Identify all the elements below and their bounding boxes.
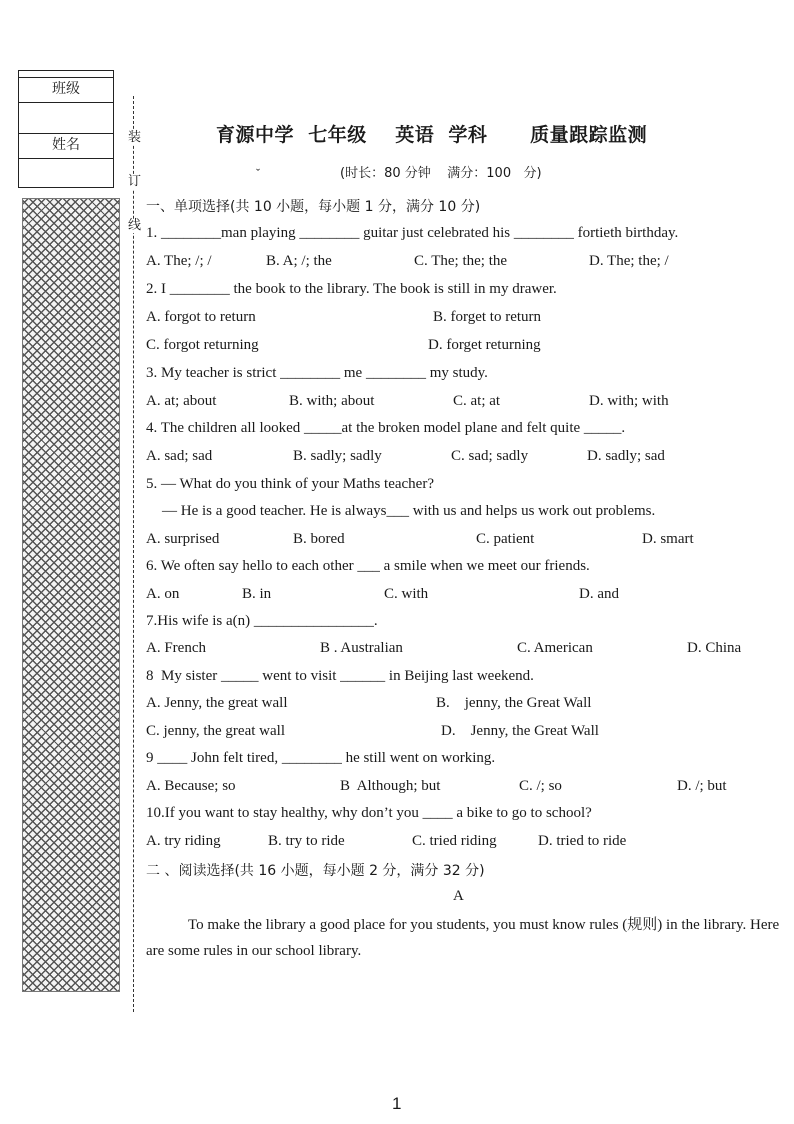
q10-option-b: B. try to ride	[268, 833, 345, 849]
q3-option-b: B. with; about	[289, 393, 375, 409]
q3-option-a: A. at; about	[146, 393, 217, 409]
q7-option-b: B . Australian	[320, 640, 403, 656]
q10-option-a: A. try riding	[146, 833, 221, 849]
q9-option-b: B Although; but	[340, 778, 441, 794]
q1-option-b: B. A; /; the	[266, 253, 332, 269]
q7-option-a: A. French	[146, 640, 206, 656]
q4-option-b: B. sadly; sadly	[293, 448, 382, 464]
q4-option-c: C. sad; sadly	[451, 448, 529, 464]
question-2-stem: 2. I ________ the book to the library. The book is still in my drawer.	[146, 281, 557, 297]
q7-option-d: D. China	[687, 640, 742, 656]
q9-option-a: A. Because; so	[146, 778, 236, 794]
question-5-stem: 5. — What do you think of your Maths teacher?	[146, 476, 434, 492]
q5-option-c: C. patient	[476, 531, 535, 547]
q4-option-a: A. sad; sad	[146, 448, 213, 464]
q2-option-d: D. forget returning	[428, 337, 541, 353]
passage-paragraph: To make the library a good place for you students, you must know rules (规则) in the library. Here are some rules in our school library.	[146, 917, 780, 959]
q5-option-b: B. bored	[293, 531, 345, 547]
q5-option-a: A. surprised	[146, 531, 220, 547]
q8-option-a: A. Jenny, the great wall	[146, 695, 288, 711]
q6-option-b: B. in	[242, 586, 272, 602]
q9-option-c: C. /; so	[519, 778, 562, 794]
q5-option-d: D. smart	[642, 531, 694, 547]
exam-subtitle: (时长：80 分钟 满分：100 分)	[340, 166, 542, 181]
q8-option-c: C. jenny, the great wall	[146, 723, 285, 739]
class-label: 班级	[19, 77, 113, 103]
q3-option-d: D. with; with	[589, 393, 669, 409]
section-2-heading: 二 、阅读选择(共 16 小题，每小题 2 分，满分 32 分)	[146, 863, 485, 879]
q3-option-c: C. at; at	[453, 393, 501, 409]
section-1-heading: 一、单项选择(共 10 小题，每小题 1 分，满分 10 分)	[146, 199, 481, 215]
question-8-stem: 8 My sister _____ went to visit ______ in Beijing last weekend.	[146, 668, 534, 684]
question-9-stem: 9 ____ John felt tired, ________ he still went on working.	[146, 750, 496, 766]
q1-option-a: A. The; /; /	[146, 253, 212, 269]
q8-option-b: B. jenny, the Great Wall	[436, 695, 592, 711]
scan-mark: ˇ	[256, 166, 260, 180]
binding-hatch-pattern	[22, 198, 120, 992]
q2-option-b: B. forget to return	[433, 309, 542, 325]
q8-option-d: D. Jenny, the Great Wall	[441, 723, 599, 739]
question-3-stem: 3. My teacher is strict ________ me ________ my study.	[146, 365, 488, 381]
q9-option-d: D. /; but	[677, 778, 727, 794]
exam-title: 育源中学 七年级 英语 学科 质量跟踪监测	[216, 124, 648, 146]
binding-char-xian: 线	[128, 218, 142, 233]
binding-char-ding: 订	[128, 174, 142, 189]
question-7-stem: 7.His wife is a(n) ________________.	[146, 613, 378, 629]
q2-option-a: A. forgot to return	[146, 309, 256, 325]
q2-option-c: C. forgot returning	[146, 337, 259, 353]
q10-option-c: C. tried riding	[412, 833, 497, 849]
name-label: 姓名	[19, 133, 113, 159]
student-info-box	[18, 70, 114, 188]
q6-option-d: D. and	[579, 586, 619, 602]
q7-option-c: C. American	[517, 640, 593, 656]
question-6-stem: 6. We often say hello to each other ___ a smile when we meet our friends.	[146, 558, 590, 574]
question-5-stem-2: — He is a good teacher. He is always___ with us and helps us work out problems.	[162, 503, 656, 519]
q1-option-c: C. The; the; the	[414, 253, 508, 269]
binding-char-zhuang: 装	[128, 130, 142, 145]
question-10-stem: 10.If you want to stay healthy, why don’t you ____ a bike to go to school?	[146, 805, 592, 821]
binding-dashed-line	[133, 96, 134, 1012]
q10-option-d: D. tried to ride	[538, 833, 627, 849]
q6-option-a: A. on	[146, 586, 180, 602]
passage-label: A	[453, 888, 464, 904]
q1-option-d: D. The; the; /	[589, 253, 669, 269]
page-number: 1	[392, 1094, 402, 1113]
question-4-stem: 4. The children all looked _____at the broken model plane and felt quite _____.	[146, 420, 626, 436]
q6-option-c: C. with	[384, 586, 429, 602]
question-1-stem: 1. ________man playing ________ guitar just celebrated his ________ fortieth birthday.	[146, 225, 679, 241]
q4-option-d: D. sadly; sad	[587, 448, 665, 464]
